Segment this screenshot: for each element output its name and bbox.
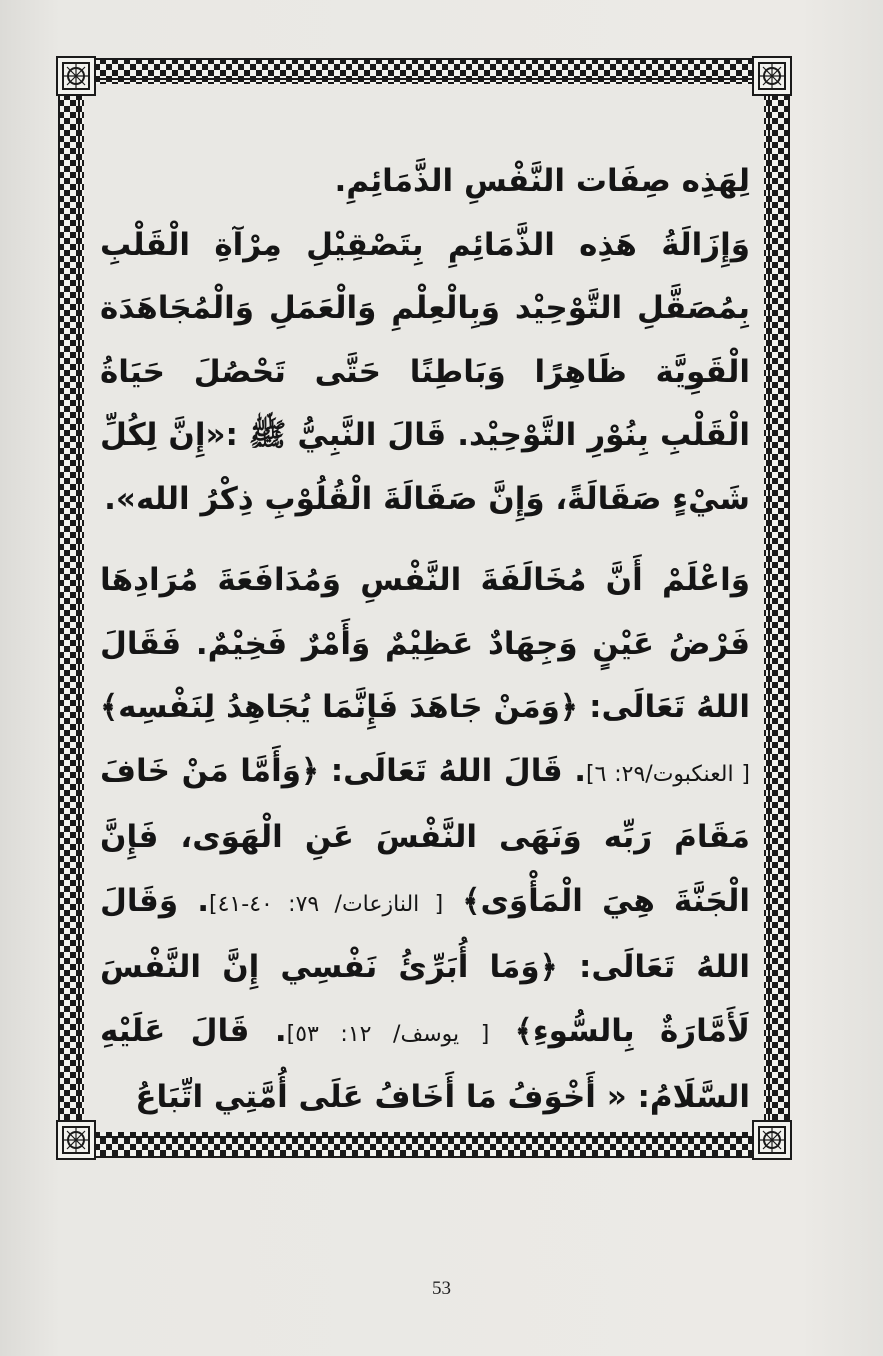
text-segment: وَاعْلَمْ أَنَّ مُخَالَفَةَ النَّفْسِ وَمُدَافَعَةَ مُرَادِهَا فَرْضُ عَيْنٍ وَجِهَادٌ عَظِيْمٌ وَأَمْرٌ فَخِيْمٌ. فَقَالَ اللهُ تَعَالَى: ﴿وَمَنْ جَاهَدَ فَإِنَّمَا يُجَاهِدُ لِنَفْسِه﴾ [100, 562, 750, 725]
paragraph [100, 150, 750, 214]
verse-reference: [ العنكبوت/٢٩: ٦] [586, 761, 750, 787]
verse-reference: [ النازعات/ ٧٩: ٤٠-٤١] [209, 891, 444, 917]
text-segment: . وَقَالَ اللهُ تَعَالَى: ﴿وَمَا أُبَرِّئُ نَفْسِي إِنَّ النَّفْسَ لَأَمَّارَةٌ بِالسُّوءِ﴾ [100, 882, 751, 1049]
paragraph [100, 214, 750, 532]
text-segment: لِهَذِه صِفَات النَّفْسِ الذَّمَائِمِ. [334, 163, 750, 199]
text-segment: . قَالَ اللهُ تَعَالَى: ﴿وَأَمَّا مَنْ خَافَ مَقَامَ رَبِّه وَنَهَى النَّفْسَ عَنِ الْهَوَى، فَإِنَّ الْجَنَّةَ هِيَ الْمَأْوَى﴾ [100, 752, 750, 919]
paragraph [100, 549, 750, 1130]
body-text [100, 150, 750, 1130]
corner-ornament-icon [752, 1120, 792, 1160]
text-segment: . قَالَ عَلَيْهِ السَّلَامُ: « أَخْوَفُ مَا أَخَافُ عَلَى أُمَّتِي اتِّبَاعُ [100, 1012, 750, 1115]
text-segment: وَإِزَالَةُ هَذِه الذَّمَائِمِ بِتَصْقِيْلِ مِرْآةِ الْقَلْبِ بِمُصَقَّلِ التَّوْحِيْد وَبِالْعِلْمِ وَالْعَمَلِ وَالْمُجَاهَدَة الْقَوِيَّة ظَاهِرًا وَبَاطِنًا حَتَّى تَحْصُلَ حَيَاةُ الْقَلْبِ بِنُوْرِ التَّوْحِيْد. قَالَ النَّبِيُّ ﷺ :«إِنَّ لِكُلِّ شَيْءٍ صَقَالَةً، وَإِنَّ صَقَالَةَ الْقُلُوْبِ ذِكْرُ الله». [100, 226, 750, 517]
corner-ornament-icon [752, 56, 792, 96]
corner-ornament-icon [56, 1120, 96, 1160]
corner-ornament-icon [56, 56, 96, 96]
page-number: 53 [432, 1278, 451, 1299]
verse-reference: [ يوسف/ ١٢: ٥٣] [286, 1021, 490, 1047]
